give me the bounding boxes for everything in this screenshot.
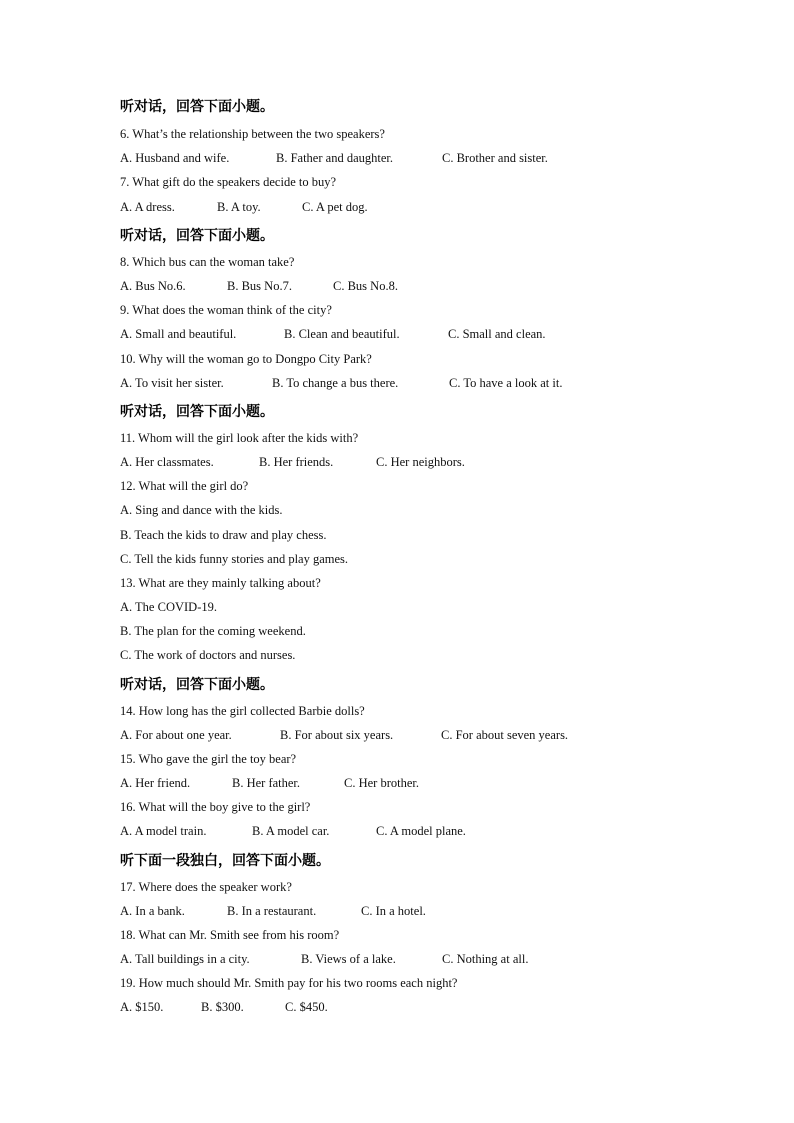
q10-option-c: C. To have a look at it. (449, 376, 563, 390)
q6-option-c: C. Brother and sister. (442, 151, 548, 165)
q10-option-b: B. To change a bus there. (272, 376, 399, 390)
q11-option-c: C. Her neighbors. (376, 455, 465, 469)
q15-option-b: B. Her father. (232, 776, 301, 790)
q7-option-a: A. A dress. (120, 200, 175, 214)
q8-option-b: B. Bus No.7. (227, 279, 292, 293)
section-heading: 听对话，回答下面小题。 (120, 228, 274, 244)
q10-option-a: A. To visit her sister. (120, 376, 224, 390)
q11-option-a: A. Her classmates. (120, 455, 214, 469)
section-heading: 听下面一段独白，回答下面小题。 (120, 853, 330, 869)
q18-option-a: A. Tall buildings in a city. (120, 952, 250, 966)
q9-option-c: C. Small and clean. (448, 327, 546, 341)
q11-option-b: B. Her friends. (259, 455, 334, 469)
section-heading: 听对话，回答下面小题。 (120, 677, 274, 693)
question-18: 18. What can Mr. Smith see from his room? (120, 928, 340, 942)
q12-option-c: C. Tell the kids funny stories and play games. (120, 552, 349, 566)
question-6: 6. What’s the relationship between the two speakers? (120, 127, 385, 141)
question-10: 10. Why will the woman go to Dongpo City Park? (120, 352, 372, 366)
q6-option-a: A. Husband and wife. (120, 151, 230, 165)
q19-option-a: A. $150. (120, 1000, 164, 1014)
q19-option-b: B. $300. (201, 1000, 244, 1014)
q19-option-c: C. $450. (285, 1000, 328, 1014)
question-9: 9. What does the woman think of the city? (120, 303, 332, 317)
q15-option-c: C. Her brother. (344, 776, 419, 790)
question-17: 17. Where does the speaker work? (120, 880, 292, 894)
q17-option-c: C. In a hotel. (361, 904, 426, 918)
q13-option-a: A. The COVID-19. (120, 600, 217, 614)
q8-option-a: A. Bus No.6. (120, 279, 186, 293)
q7-option-b: B. A toy. (217, 200, 261, 214)
q9-option-a: A. Small and beautiful. (120, 327, 237, 341)
q13-option-c: C. The work of doctors and nurses. (120, 648, 296, 662)
q14-option-c: C. For about seven years. (441, 728, 569, 742)
question-7: 7. What gift do the speakers decide to buy? (120, 175, 337, 189)
q16-option-c: C. A model plane. (376, 824, 466, 838)
question-14: 14. How long has the girl collected Barbie dolls? (120, 704, 365, 718)
question-12: 12. What will the girl do? (120, 479, 249, 493)
question-13: 13. What are they mainly talking about? (120, 576, 321, 590)
q14-option-b: B. For about six years. (280, 728, 394, 742)
question-16: 16. What will the boy give to the girl? (120, 800, 311, 814)
q13-option-b: B. The plan for the coming weekend. (120, 624, 306, 638)
q17-option-b: B. In a restaurant. (227, 904, 317, 918)
q16-option-a: A. A model train. (120, 824, 207, 838)
q12-option-b: B. Teach the kids to draw and play chess. (120, 528, 327, 542)
question-8: 8. Which bus can the woman take? (120, 255, 295, 269)
q17-option-a: A. In a bank. (120, 904, 185, 918)
q12-option-a: A. Sing and dance with the kids. (120, 503, 283, 517)
q15-option-a: A. Her friend. (120, 776, 191, 790)
question-19: 19. How much should Mr. Smith pay for his two rooms each night? (120, 976, 458, 990)
section-heading: 听对话，回答下面小题。 (120, 404, 274, 420)
q16-option-b: B. A model car. (252, 824, 330, 838)
q14-option-a: A. For about one year. (120, 728, 232, 742)
section-heading: 听对话，回答下面小题。 (120, 99, 274, 115)
q18-option-c: C. Nothing at all. (442, 952, 529, 966)
q18-option-b: B. Views of a lake. (301, 952, 396, 966)
q9-option-b: B. Clean and beautiful. (284, 327, 400, 341)
q7-option-c: C. A pet dog. (302, 200, 368, 214)
question-15: 15. Who gave the girl the toy bear? (120, 752, 297, 766)
q8-option-c: C. Bus No.8. (333, 279, 398, 293)
question-11: 11. Whom will the girl look after the kids with? (120, 431, 359, 445)
q6-option-b: B. Father and daughter. (276, 151, 393, 165)
